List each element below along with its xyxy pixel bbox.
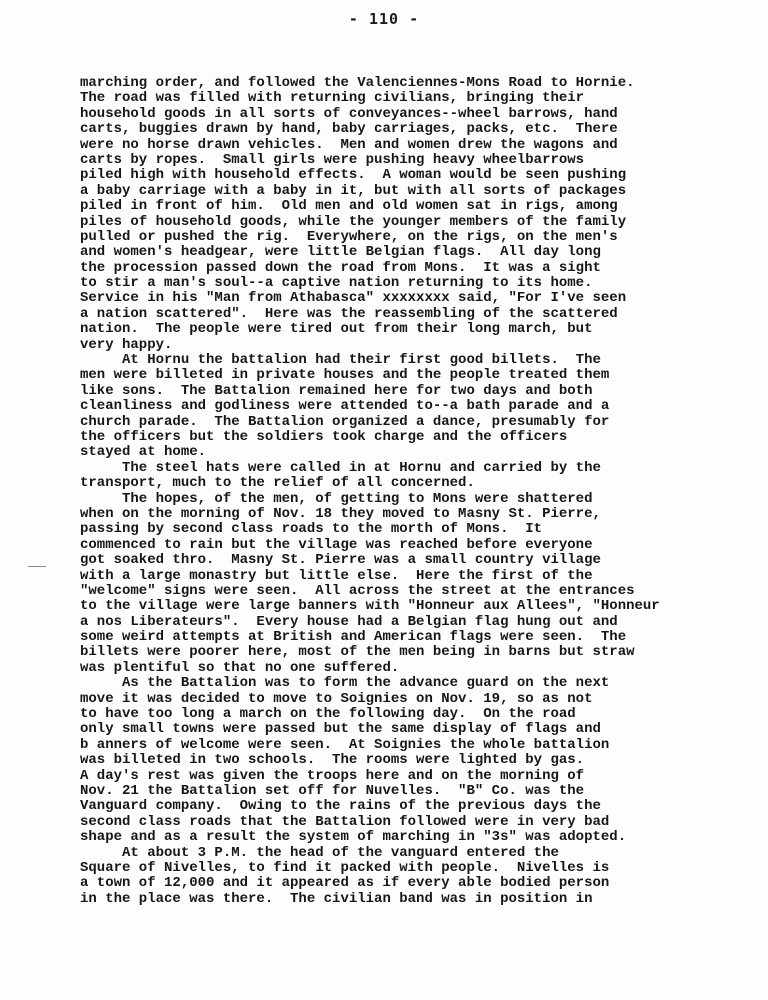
text-line: b anners of welcome were seen. At Soignies the whole battalion bbox=[80, 736, 610, 753]
text-line: a nation scattered". Here was the reassembling of the scattered bbox=[80, 305, 618, 322]
text-line: with a large monastry but little else. Here the first of the bbox=[80, 567, 593, 584]
text-line: passing by second class roads to the morth of Mons. It bbox=[80, 521, 543, 538]
text-line: and women's headgear, were little Belgian flags. All day long bbox=[80, 244, 601, 261]
text-line: to stir a man's soul--a captive nation returning to its home. bbox=[80, 275, 593, 292]
text-line: to the village were large banners with "Honneur aux Allees", "Honneur bbox=[80, 598, 660, 615]
text-line: got soaked thro. Masny St. Pierre was a small country village bbox=[80, 552, 601, 569]
text-line: A day's rest was given the troops here and on the morning of bbox=[80, 767, 585, 784]
text-line: only small towns were passed but the same display of flags and bbox=[80, 721, 601, 738]
text-line: a town of 12,000 and it appeared as if every able bodied person bbox=[80, 875, 610, 892]
text-line: move it was decided to move to Soignies on Nov. 19, so as not bbox=[80, 690, 593, 707]
text-line: transport, much to the relief of all concerned. bbox=[80, 475, 475, 492]
text-line: the procession passed down the road from Mons. It was a sight bbox=[80, 259, 601, 276]
text-line: very happy. bbox=[80, 336, 173, 353]
page-number: - 110 - bbox=[348, 10, 420, 28]
text-line: The road was filled with returning civilians, bringing their bbox=[80, 90, 585, 107]
body-text bbox=[80, 76, 740, 907]
text-line: commenced to rain but the village was reached before everyone bbox=[80, 536, 593, 553]
text-line: men were billeted in private houses and the people treated them bbox=[80, 367, 610, 384]
text-line: cleanliness and godliness were attended to--a bath parade and a bbox=[80, 398, 610, 415]
text-line: carts, buggies drawn by hand, baby carriages, packs, etc. There bbox=[80, 121, 618, 138]
text-line: second class roads that the Battalion followed were in very bad bbox=[80, 813, 610, 830]
text-line: a nos Liberateurs". Every house had a Belgian flag hung out and bbox=[80, 613, 618, 630]
text-line: marching order, and followed the Valenciennes-Mons Road to Hornie. bbox=[80, 75, 635, 91]
text-line: stayed at home. bbox=[80, 444, 207, 461]
text-line: was plentiful so that no one suffered. bbox=[80, 659, 400, 676]
text-line: At Hornu the battalion had their first good billets. The bbox=[80, 352, 601, 369]
text-line: piles of household goods, while the younger members of the family bbox=[80, 213, 627, 230]
text-line: billets were poorer here, most of the men being in barns but straw bbox=[80, 644, 635, 661]
text-line: a baby carriage with a baby in it, but with all sorts of packages bbox=[80, 182, 627, 199]
text-line: Service in his "Man from Athabasca" xxxxxxxx said, "For I've seen bbox=[80, 290, 627, 307]
text-line: nation. The people were tired out from their long march, but bbox=[80, 321, 593, 338]
text-line: Square of Nivelles, to find it packed with people. Nivelles is bbox=[80, 859, 610, 876]
text-line: pulled or pushed the rig. Everywhere, on the rigs, on the men's bbox=[80, 228, 618, 245]
text-line: some weird attempts at British and American flags were seen. The bbox=[80, 629, 627, 646]
text-line: household goods in all sorts of conveyances--wheel barrows, hand bbox=[80, 105, 618, 122]
text-line: the officers but the soldiers took charge and the officers bbox=[80, 428, 568, 445]
text-line: As the Battalion was to form the advance guard on the next bbox=[80, 675, 610, 692]
text-line: piled high with household effects. A woman would be seen pushing bbox=[80, 167, 627, 184]
text-line: At about 3 P.M. the head of the vanguard entered the bbox=[80, 844, 559, 861]
text-line: in the place was there. The civilian band was in position in bbox=[80, 890, 593, 907]
text-line: was billeted in two schools. The rooms were lighted by gas. bbox=[80, 752, 585, 769]
text-line: piled in front of him. Old men and old women sat in rigs, among bbox=[80, 198, 618, 215]
text-line: The hopes, of the men, of getting to Mons were shattered bbox=[80, 490, 593, 507]
text-line: The steel hats were called in at Hornu and carried by the bbox=[80, 459, 601, 476]
text-line: carts by ropes. Small girls were pushing heavy wheelbarrows bbox=[80, 151, 585, 168]
text-line: church parade. The Battalion organized a dance, presumably for bbox=[80, 413, 610, 430]
text-line: Vanguard company. Owing to the rains of the previous days the bbox=[80, 798, 601, 815]
text-line: "welcome" signs were seen. All across the street at the entrances bbox=[80, 582, 635, 599]
margin-mark bbox=[28, 566, 46, 567]
text-line: Nov. 21 the Battalion set off for Nuvelles. "B" Co. was the bbox=[80, 782, 585, 799]
text-line: when on the morning of Nov. 18 they moved to Masny St. Pierre, bbox=[80, 505, 601, 522]
text-line: were no horse drawn vehicles. Men and women drew the wagons and bbox=[80, 136, 618, 153]
text-line: shape and as a result the system of marching in "3s" was adopted. bbox=[80, 829, 627, 846]
text-line: to have too long a march on the following day. On the road bbox=[80, 706, 576, 723]
text-line: like sons. The Battalion remained here for two days and both bbox=[80, 382, 593, 399]
